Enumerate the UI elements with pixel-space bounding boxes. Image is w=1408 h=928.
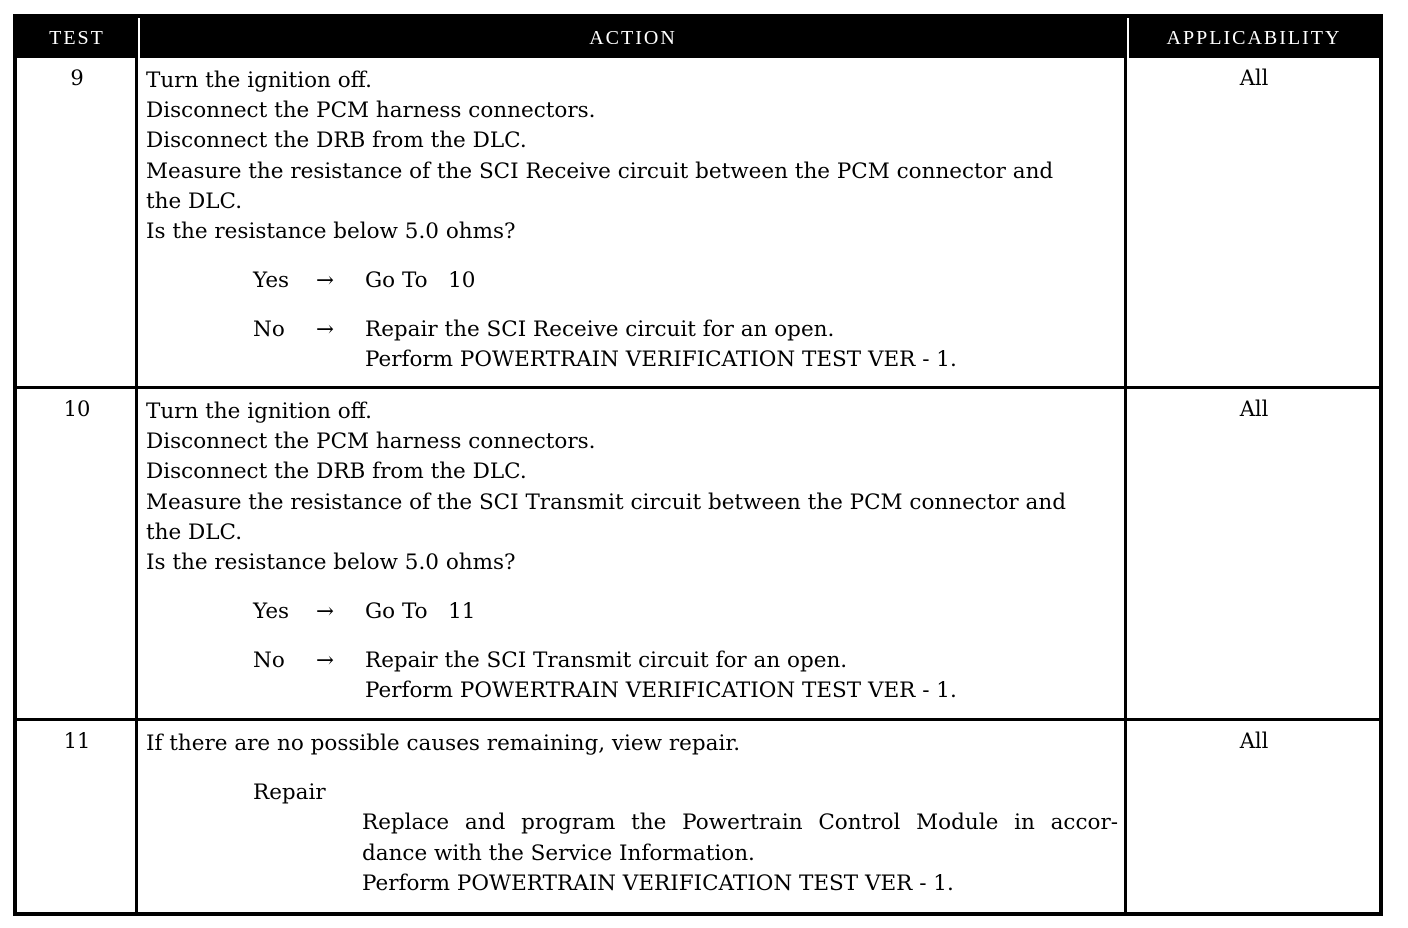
action-cell — [146, 729, 1118, 899]
action-line: the DLC. — [146, 519, 243, 545]
test-number: 10 — [63, 397, 91, 421]
yes-label: Yes — [253, 599, 290, 625]
test-number: 11 — [63, 729, 91, 753]
no-text: Repair the SCI Receive circuit for an open. — [365, 317, 835, 343]
action-line: Disconnect the DRB from the DLC. — [146, 128, 527, 154]
header-applicability: APPLICABILITY — [1129, 18, 1379, 58]
repair-line: dance with the Service Information. — [362, 840, 755, 866]
action-line: the DLC. — [146, 188, 243, 214]
no-branch-continued — [146, 676, 1118, 706]
diagnostic-test-table — [13, 14, 1383, 916]
action-cell — [146, 66, 1118, 375]
action-line: If there are no possible causes remaining, view repair. — [146, 731, 741, 756]
action-line: Measure the resistance of the SCI Transmit circuit between the PCM connector and — [146, 489, 1066, 515]
repair-line: Perform POWERTRAIN VERIFICATION TEST VER - 1. — [362, 870, 954, 896]
header-test: TEST — [17, 18, 137, 58]
right-arrow-icon: → — [316, 648, 335, 674]
no-label: No — [253, 317, 285, 343]
no-text-2: Perform POWERTRAIN VERIFICATION TEST VER - 1. — [365, 347, 957, 373]
no-text-2: Perform POWERTRAIN VERIFICATION TEST VER - 1. — [365, 678, 957, 704]
action-line: Turn the ignition off. — [146, 399, 372, 424]
applicability-cell: All — [1239, 66, 1269, 90]
no-branch — [146, 315, 1118, 345]
applicability-cell: All — [1239, 729, 1269, 753]
applicability-cell: All — [1239, 397, 1269, 421]
action-line: Turn the ignition off. — [146, 68, 372, 93]
table-row — [17, 721, 1379, 912]
no-label: No — [253, 648, 285, 674]
no-text: Repair the SCI Transmit circuit for an open. — [365, 648, 848, 674]
no-branch — [146, 646, 1118, 676]
repair-line: Replace and program the Powertrain Control Module in accor- — [362, 810, 1118, 836]
test-number: 9 — [70, 66, 84, 90]
right-arrow-icon: → — [316, 599, 335, 625]
no-branch-continued — [146, 345, 1118, 375]
yes-text: Go To 11 — [365, 599, 476, 625]
action-cell — [146, 397, 1118, 706]
yes-text: Go To 10 — [365, 268, 476, 294]
action-line: Disconnect the DRB from the DLC. — [146, 459, 527, 485]
action-line: Is the resistance below 5.0 ohms? — [146, 219, 516, 245]
table-row — [17, 58, 1379, 386]
table-row — [17, 389, 1379, 718]
action-line: Disconnect the PCM harness connectors. — [146, 429, 596, 455]
right-arrow-icon: → — [316, 268, 335, 294]
yes-branch — [146, 597, 1118, 627]
action-line: Is the resistance below 5.0 ohms? — [146, 550, 516, 576]
repair-label: Repair — [253, 780, 326, 806]
action-line: Measure the resistance of the SCI Receive circuit between the PCM connector and — [146, 158, 1054, 184]
yes-branch — [146, 266, 1118, 296]
action-line: Disconnect the PCM harness connectors. — [146, 98, 596, 124]
yes-label: Yes — [253, 268, 290, 294]
header-action: ACTION — [140, 18, 1126, 58]
right-arrow-icon: → — [316, 317, 335, 343]
